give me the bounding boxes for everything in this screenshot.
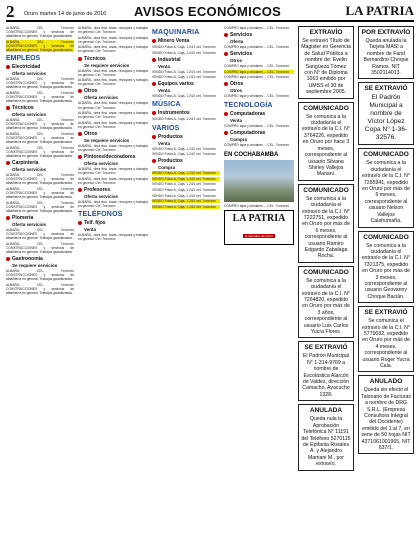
subcategory-label: Se requiere servicios (12, 262, 58, 268)
classified-text: COMPRO tapa y celulares ... CEL. 7xxxxxxx (224, 142, 290, 147)
category-header: EMPLEOS (6, 55, 41, 63)
logo-name: LA PATRIA (232, 212, 286, 224)
bullet-icon (6, 106, 10, 110)
classified-text-highlight: ALBAÑIL, CEL. 7xxxxxxx CONSTRUCCIONES y servicios de albañilería en general. Trabajos garantizados. (6, 39, 74, 52)
notice-heading: SE EXTRAVIÓ (304, 344, 348, 352)
column-2 (78, 26, 148, 540)
bullet-icon (152, 39, 156, 43)
classified-text: ALBAÑIL, CEL. 7xxxxxxx CONSTRUCCIONES y servicios de albañilería en general. Trabajos garantizados. (6, 131, 74, 145)
column-5 (298, 26, 354, 540)
subcategory-gastronomia: Gastronomía (6, 256, 74, 262)
notice-body: Se comunica el extravío de la C.I. N° 5779032, expedido en Oruro por más de 4 meses, correspondiente al usuario Roger Yucra Cala. (362, 318, 410, 369)
classified-text: VENDO Fotos A, Caja, 1.24/1 cel. 7xxxxxxx (152, 152, 216, 157)
notice-box (298, 341, 354, 401)
classified-text: VENDO Fotos A, Caja, 1.24/1 cel. 7xxxxxxx (152, 75, 216, 80)
subcategory-label: Venta (230, 117, 243, 123)
classified-text: ALBAÑIL, CEL. 7xxxxxxx CONSTRUCCIONES y servicios de albañilería en general. Trabajos garantizados. (6, 282, 74, 295)
classified-text: ALBAÑIL, obra fina, losas, revoques y trabajos en general. Cel. 7xxxxxxx (78, 144, 148, 153)
classified-text: ALBAÑIL, CEL. 7xxxxxxx CONSTRUCCIONES y servicios de albañilería en general. Trabajos garantizados. (6, 145, 74, 158)
notice-heading: ANULADO (369, 378, 403, 386)
subcategory-label: Compra (158, 165, 176, 171)
photo-caption: EN COCHABAMBA (224, 152, 279, 159)
notice-body: Se comunica a la ciudadanía el extravío de la C.I. N° 7285941, expedido en Oruro por más de 6 meses, correspondiente al usuario Nelson Vallejos Calahumaña. (362, 160, 410, 225)
bullet-icon (6, 65, 10, 69)
subcategory-label: Se requiere servicios (84, 62, 130, 68)
bullet-icon (78, 89, 82, 93)
classified-text: VENDO Fotos A, Caja, 1.24/1 cel. 7xxxxxxx (152, 193, 216, 198)
bullet-icon (224, 131, 228, 135)
classified-text: ALBAÑIL, CEL. 7xxxxxxx CONSTRUCCIONES y servicios de albañilería en general. Trabajos garantizados. (6, 172, 74, 186)
subcategory-label: Otros (230, 88, 243, 94)
classified-text: ALBAÑIL, CEL. 7xxxxxxx CONSTRUCCIONES y servicios de albañilería en general. Trabajos garantizados. (6, 268, 74, 282)
classified-text: ALBAÑIL, CEL. 7xxxxxxx CONSTRUCCIONES y servicios de albañilería en general. Trabajos garantizados. (6, 90, 74, 104)
bullet-icon (224, 112, 228, 116)
notice-box (358, 82, 414, 145)
subcategory-servicios: Servicios (224, 32, 294, 38)
classified-text: COMPRO tapa y celulares ... CEL. 7xxxxxxx (224, 75, 290, 80)
newspaper-logo (224, 210, 294, 245)
subcategory-instrumentos: Instrumentos (152, 110, 220, 116)
bullet-icon (78, 132, 82, 136)
section-title: AVISOS ECONÓMICOS (134, 4, 282, 19)
notice-box (358, 231, 414, 304)
classified-text: ALBAÑIL, obra fina, losas, revoques y trabajos en general. Cel. 7xxxxxxx (78, 200, 148, 209)
classified-text: COMPRO tapa y celulares ... CEL. 7xxxxxxx (224, 45, 290, 50)
subcategory-pintores: Pintores/decoradores (78, 154, 148, 160)
classified-text: COMPRO tapa y celulares ... CEL. 7xxxxxxx (224, 204, 290, 209)
category-header: MÚSICA (152, 101, 181, 109)
subcategory-carpinteria: Carpintería (6, 160, 74, 166)
classified-text-highlight: VENDO Fotos A, Caja, 1.24/1 cel. 7xxxxxxx (152, 171, 220, 175)
notice-box (358, 148, 414, 227)
subcategory-equipos: Equipos varios (152, 81, 220, 87)
subcategory-electricidad: Electricidad (6, 64, 74, 70)
classified-text-highlight: VENDO Fotos A, Caja, 1.24/1 cel. 7xxxxxxx (152, 177, 220, 181)
subcategory-label: Venta (158, 63, 171, 69)
bullet-icon (224, 33, 228, 37)
notice-box (298, 404, 354, 470)
bullet-icon (224, 52, 228, 56)
subcategory-minero: Minero Venta (152, 38, 220, 44)
classified-text: VENDO Fotos A, Caja, 1.24/1 cel. 7xxxxxxx (152, 117, 216, 122)
category-header: MAQUINARIA (152, 29, 200, 36)
classified-text: ALBAÑIL, obra fina, losas, revoques y trabajos en general. Cel. 7xxxxxxx (78, 120, 148, 129)
bullet-icon (6, 257, 10, 261)
classified-text: ALBAÑIL, obra fina, losas, revoques y trabajos en general. Cel. 7xxxxxxx (78, 26, 148, 35)
classified-text: ALBAÑIL, obra fina, losas, revoques y trabajos en general. Cel. 7xxxxxxx (78, 101, 148, 110)
classified-text: ALBAÑIL, CEL. 7xxxxxxx CONSTRUCCIONES y servicios de albañilería en general. Trabajos garantizados. (6, 118, 74, 131)
classified-text: VENDO Fotos A, Caja, 1.24/1 cel. 7xxxxxxx (152, 182, 216, 187)
classified-text: COMPRO tapa y celulares ... CEL. 7xxxxxxx (224, 64, 290, 69)
newspaper-page (6, 4, 414, 542)
column-1 (6, 26, 74, 540)
classified-text: ALBAÑIL, obra fina, losas, revoques y trabajos en general. Cel. 7xxxxxxx (78, 176, 148, 185)
classified-text: VENDO Fotos A, Caja, 1.24/1 cel. 7xxxxxxx (152, 69, 216, 74)
bullet-icon (152, 135, 156, 139)
subcategory-label: Oferta servicios (84, 161, 119, 167)
subcategory-profesores: Profesores (78, 187, 148, 193)
notice-body: Se comunica a la ciudadanía el extravío de la C.I. N° 3764226, expedido en Oruro por hace 3 meses, correspondiente al usuario Silvana Shirley Vallejos Manani. (302, 113, 350, 178)
classified-text: VENDO Fotos A, Caja, 1.24/1 cel. 7xxxxxxx (152, 45, 216, 49)
bullet-icon (152, 82, 156, 86)
classified-text: ALBAÑIL, CEL. 7xxxxxxx CONSTRUCCIONES y servicios de albañilería en general. Trabajos garantizados. (6, 241, 74, 254)
category-header: TELÉFONOS (78, 211, 123, 219)
subcategory-label: Venta (84, 227, 97, 233)
subcategory-industrial: Industrial (152, 57, 220, 63)
notice-body: El Padrón Municipal a nombre de Víctor López Copa N° 1-36-32576. (364, 94, 408, 142)
subcategory-label: Compra (230, 136, 248, 142)
category-header: VARIOS (152, 124, 180, 132)
column-3 (152, 26, 220, 540)
classified-text: ALBAÑIL, obra fina, losas, revoques y trabajos en general. Cel. 7xxxxxxx (78, 78, 148, 87)
notice-heading: COMUNICADO (363, 233, 409, 241)
bullet-icon (152, 159, 156, 163)
notice-heading: EXTRAVÍO (309, 29, 343, 36)
subcategory-label: Oferta servicios (84, 194, 119, 200)
notice-body: Queda nula la Aprobación Telefónica N° 11191 del Teléfono 5270115 de Epifania Rosales A. y Alejandro Mamani M., por extravío. (301, 416, 351, 468)
subcategory-productos: Productos (152, 158, 220, 164)
classified-text-highlight: VENDO Fotos A, Caja, 1.24/1 cel. 7xxxxxxx (152, 205, 220, 209)
notice-heading: ANULADA (309, 407, 343, 415)
notice-heading: COMUNICADO (303, 104, 349, 112)
bullet-icon (78, 57, 82, 61)
bullet-icon (6, 161, 10, 165)
notice-heading: SE EXTRAVIÓ (364, 309, 408, 317)
issue-date: Oruro martes 14 de junio de 2016 (24, 11, 107, 17)
notice-body: Queda anulada la Tarjeta MASI a nombre de Farid Bernardino Choque Ramos. NIT 3502114013. (363, 38, 409, 77)
bullet-icon (152, 111, 156, 115)
notice-box (298, 184, 354, 263)
subcategory-label: Venta (158, 88, 171, 94)
subcategory-servicios: Servicios (224, 51, 294, 57)
bullet-icon (224, 82, 228, 86)
classified-text: ALBAÑIL, CEL. 7xxxxxxx CONSTRUCCIONES y servicios de albañilería en general. Trabajos garantizados. (6, 200, 74, 213)
classified-text: ALBAÑIL, obra fina, losas, revoques y trabajos en general. Cel. 7xxxxxxx (78, 233, 148, 242)
notice-heading: COMUNICADO (303, 186, 349, 194)
subcategory-telefonos: Telf. fijos (78, 220, 148, 226)
page-header (6, 4, 414, 22)
classified-text: COMPRO tapa y celulares ... CEL. 7xxxxxxx (224, 94, 290, 99)
bullet-icon (78, 155, 82, 159)
classified-text: VENDO Fotos A, Caja, 1.24/1 cel. 7xxxxxxx (152, 50, 216, 55)
subcategory-label: Oferta servicios (12, 221, 47, 227)
classified-text-highlight: COMPRO tapa y celulares ... CEL. 7xxxxxxx (224, 70, 294, 74)
classified-text: COMPRO tapa y celulares ... CEL. 7xxxxxxx (224, 123, 290, 128)
subcategory-otros: Otros (78, 88, 148, 94)
notice-box (358, 26, 414, 79)
category-header: TECNOLOGÍA (224, 101, 273, 109)
subcategory-label: Oferta servicios (12, 112, 47, 118)
bullet-icon (78, 221, 82, 225)
classified-text: ALBAÑIL, obra fina, losas, revoques y trabajos en general. Cel. 7xxxxxxx (78, 68, 148, 77)
notice-body: Se comunica a la ciudadanía el extravío de la C.I. N° 7321375, expedido en Oruro por más de 3 meses, correspondiente al usuario Geovanny Choque Bacián. (362, 242, 410, 300)
subcategory-otros: Otros (224, 81, 294, 87)
notice-box (358, 306, 414, 372)
subcategory-label: Se requiere servicios (84, 138, 130, 143)
classified-text: ALBAÑIL, CEL. 7xxxxxxx CONSTRUCCIONES y servicios de albañilería en general. Trabajos garantizados. (6, 186, 74, 199)
classified-text: ALBAÑIL, CEL. 7xxxxxxx CONSTRUCCIONES y servicios de albañilería en general. Trabajos garantizados. (6, 77, 74, 90)
notice-heading: SE EXTRAVIÓ (364, 85, 408, 93)
notice-box (358, 375, 414, 454)
classified-text: ALBAÑIL, obra fina, losas, revoques y trabajos en general. Cel. 7xxxxxxx (78, 111, 148, 120)
subcategory-label: Oferta servicios (12, 71, 47, 77)
subcategory-plomeria: Plomería (6, 215, 74, 221)
subcategory-computadoras: Computadoras (224, 130, 294, 136)
subcategory-label: Otros (230, 58, 243, 64)
column-6 (358, 26, 414, 540)
notice-box (298, 26, 354, 99)
classified-text: VENDO Fotos A, Caja, 1.24/1 cel. 7xxxxxxx (152, 188, 216, 193)
classified-text: COMPRO tapa y celulares ... CEL. 7xxxxxxx (224, 26, 290, 30)
newspaper-brand: LA PATRIA (345, 3, 414, 18)
notice-body: Queda sin efecto el Talonario de Facturas a nombre de DRG S.R.L. (Empresa Consultora Integral del Occidente) emitido del 1 al 7, en serie de 50 hojas NIT 4371061001965, NIT 637/1. (361, 387, 411, 452)
notice-box (298, 266, 354, 339)
subcategory-computadoras: Computadoras (224, 111, 294, 117)
notice-box (298, 102, 354, 181)
classified-text: ALBAÑIL, obra fina, losas, revoques y trabajos en general. Cel. 7xxxxxxx (78, 35, 148, 44)
notice-heading: COMUNICADO (363, 151, 409, 159)
notice-body: Se extravió Título de Magister en Gerencia de Salud Pública a nombre de: Evelin Sangüeza Tómez con N° de Diploma 1063 emitido por UMSS el 30 de septiembre 2005. (301, 38, 351, 96)
classified-text: ALBAÑIL, obra fina, losas, revoques y trabajos en general. Cel. 7xxxxxxx (78, 45, 148, 54)
subcategory-otros: Otros (78, 131, 148, 137)
classified-text-highlight: VENDO Fotos A, Caja, 1.24/1 cel. 7xxxxxxx (152, 199, 220, 203)
logo-tagline: el periódico de Oruro (244, 233, 273, 238)
notice-body: Se comunica a la ciudadanía el extravío de la C.I. N° 7264820, expedido en Oruro por más de 3 años, correspondiente al usuario Luis Carlos Yucra Flores. (302, 277, 350, 336)
promo-photo (224, 152, 294, 202)
subcategory-productos: Productos (152, 134, 220, 140)
classified-text: VENDO Fotos A, Caja, 1.24/1 cel. 7xxxxxxx (152, 146, 216, 151)
notice-heading: POR EXTRAVÍO (361, 29, 411, 36)
notice-body: Se comunica a la ciudadanía el extravío de la C.I. N° 7222751, expedido en Oruro por más de 6 meses, correspondiente al usuario Ramiro Edgardo Zabalaga Rocha. (302, 195, 350, 260)
subcategory-label: Venta (158, 140, 171, 146)
classified-text: ALBAÑIL, CEL. 7xxxxxxx CONSTRUCCIONES y servicios de albañilería en general. Trabajos garantizados. (6, 227, 74, 240)
bullet-icon (78, 188, 82, 192)
subcategory-label: Oferta servicios (84, 95, 119, 101)
bullet-icon (6, 216, 10, 220)
subcategory-label: Oferta servicios (12, 166, 47, 172)
notice-heading: COMUNICADO (303, 268, 349, 276)
bullet-icon (152, 58, 156, 62)
classified-text: ALBAÑIL, obra fina, losas, revoques y trabajos en general. Cel. 7xxxxxxx (78, 167, 148, 176)
page-number: 2 (6, 2, 15, 21)
subcategory-tecnicos: Técnicos (78, 56, 148, 62)
subcategory-label: Oferta (230, 39, 244, 45)
column-4 (224, 26, 294, 540)
classified-text: VENDO Fotos A, Caja, 1.24/1 cel. 7xxxxxxx (152, 94, 216, 99)
subcategory-tecnicos: Técnicos (6, 105, 74, 111)
classified-text: ALBAÑIL, CEL. 7xxxxxxx CONSTRUCCIONES y servicios de albañilería en general. Trabajos garantizados. (6, 26, 74, 39)
notice-body: El Padrón Municipal N° 1-314-9769 a nombre de Escolástica Alarcón de Valdez, dirección Camacho, Ayacucho 1328. (302, 353, 350, 398)
